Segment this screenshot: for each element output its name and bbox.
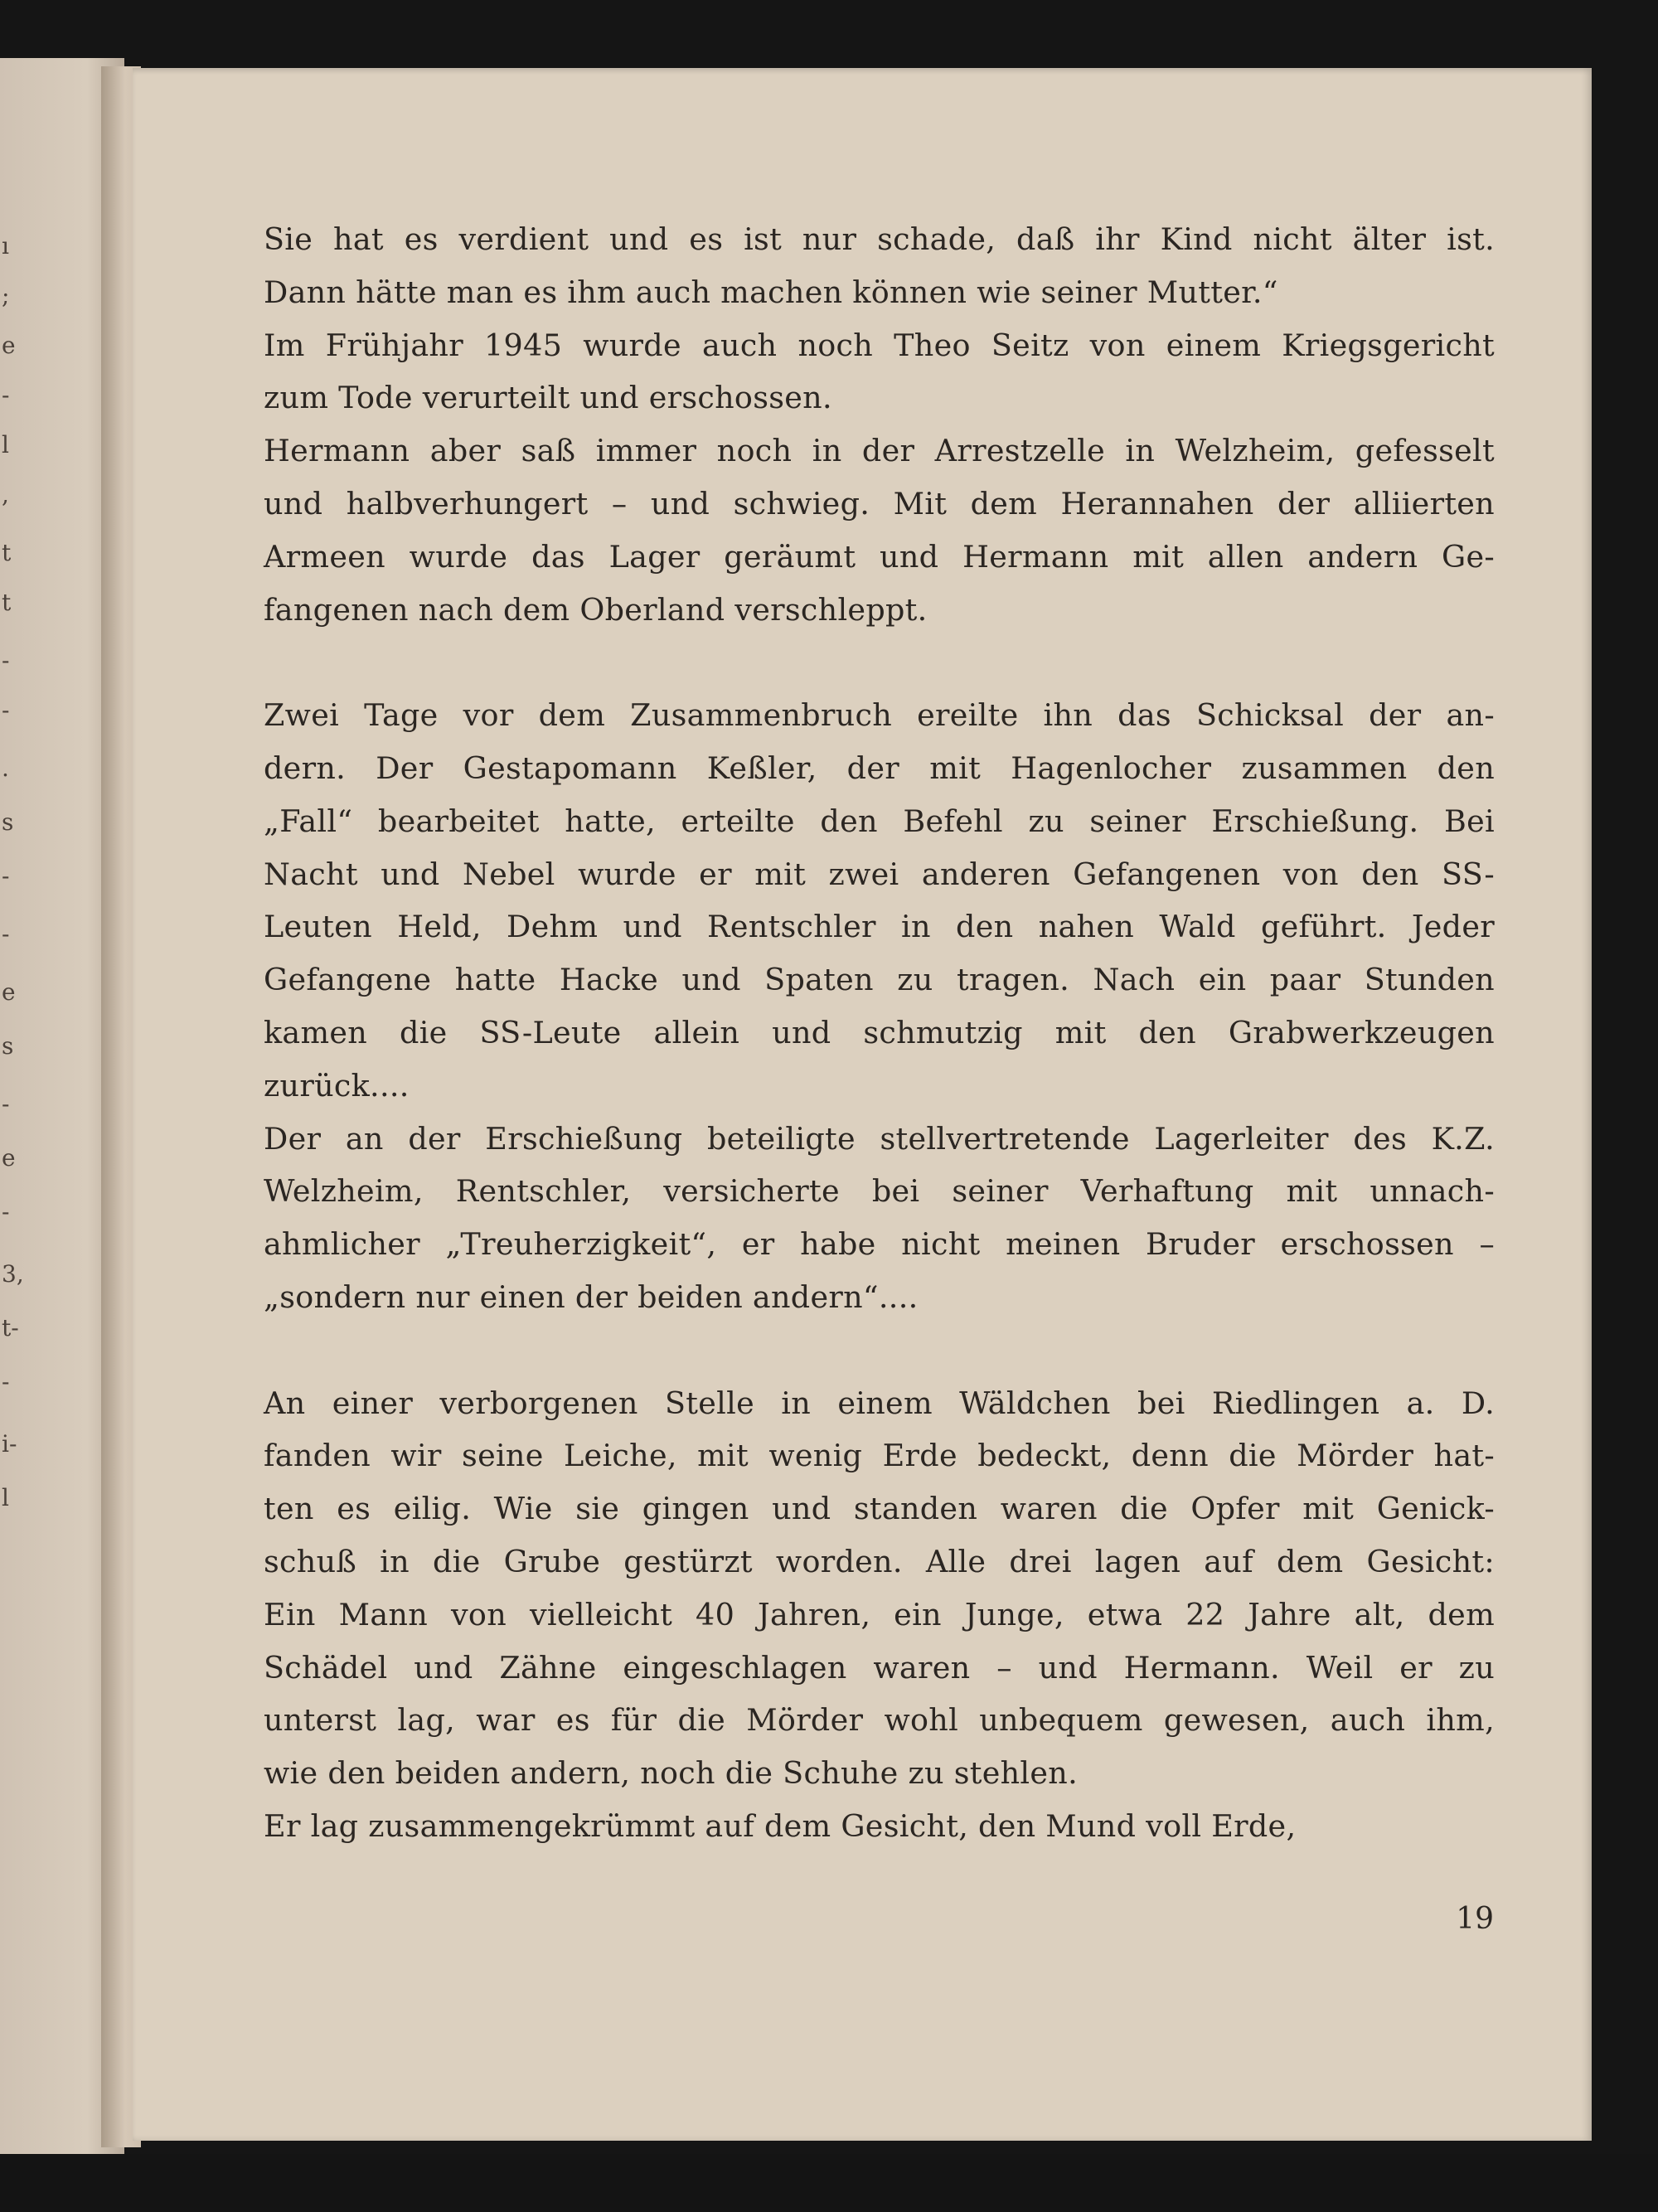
text-line: Der an der Erschießung beteiligte stellvertretende Lagerleiter des K.Z. — [264, 1120, 1495, 1157]
text-line: Schädel und Zähne eingeschlagen waren – und Hermann. Weil er zu — [264, 1649, 1495, 1686]
previous-page-fragment: 3, — [2, 1260, 24, 1288]
text-line: fangenen nach dem Oberland verschleppt. — [264, 591, 928, 628]
text-line: Im Frühjahr 1945 wurde auch noch Theo Seitz von einem Kriegsgericht — [264, 327, 1495, 363]
previous-page-fragment: e — [2, 978, 16, 1006]
paragraph — [264, 319, 1495, 425]
text-line: zurück.... — [264, 1067, 410, 1104]
previous-page-fragment: - — [2, 696, 10, 724]
previous-page-fragment: - — [2, 920, 10, 948]
text-line: „sondern nur einen der beiden andern“.... — [264, 1278, 919, 1315]
paragraph — [264, 1377, 1495, 1800]
previous-page-fragment: t — [2, 589, 12, 616]
text-line: Hermann aber saß immer noch in der Arrestzelle in Welzheim, gefesselt — [264, 433, 1495, 469]
text-line: ten es eilig. Wie sie gingen und standen waren die Opfer mit Genick- — [264, 1491, 1495, 1527]
previous-page-fragment: - — [2, 862, 10, 890]
previous-page-fragment: l — [2, 431, 9, 458]
text-line: dern. Der Gestapomann Keßler, der mit Hagenlocher zusammen den — [264, 749, 1495, 786]
text-line: Welzheim, Rentschler, versicherte bei seiner Verhaftung mit unnach- — [264, 1173, 1495, 1210]
text-line: Sie hat es verdient und es ist nur schade, daß ihr Kind nicht älter ist. — [264, 221, 1495, 257]
previous-page-fragment: s — [2, 808, 14, 836]
previous-page-fragment: l — [2, 1484, 9, 1511]
previous-page-fragment: e — [2, 1144, 16, 1171]
paragraph — [264, 1113, 1495, 1324]
text-line: Er lag zusammengekrümmt auf dem Gesicht, den Mund voll Erde, — [264, 1807, 1297, 1844]
page-number: 19 — [1456, 1902, 1494, 1936]
text-line: Gefangene hatte Hacke und Spaten zu tragen. Nach ein paar Stunden — [264, 962, 1495, 998]
previous-page-fragment: t — [2, 539, 12, 566]
page-body-text — [264, 213, 1495, 1853]
text-line: kamen die SS-Leute allein und schmutzig mit den Grabwerkzeugen — [264, 1014, 1495, 1050]
text-line: zum Tode verurteilt und erschossen. — [264, 380, 832, 416]
previous-page-text-fragments — [0, 58, 25, 2156]
previous-page-fragment: ı — [2, 232, 9, 260]
previous-page-fragment: s — [2, 1032, 14, 1060]
previous-page-fragment: . — [2, 754, 9, 782]
text-line: An einer verborgenen Stelle in einem Wäldchen bei Riedlingen a. D. — [264, 1385, 1495, 1421]
text-line: Nacht und Nebel wurde er mit zwei anderen Gefangenen von den SS- — [264, 856, 1495, 892]
previous-page-fragment: ; — [2, 282, 10, 309]
text-line: schuß in die Grube gestürzt worden. Alle drei lagen auf dem Gesicht: — [264, 1543, 1495, 1579]
book-page — [133, 68, 1592, 2141]
previous-page-fragment: e — [2, 332, 16, 359]
text-line: Ein Mann von vielleicht 40 Jahren, ein Junge, etwa 22 Jahre alt, dem — [264, 1596, 1495, 1632]
text-line: fanden wir seine Leiche, mit wenig Erde bedeckt, denn die Mörder hat- — [264, 1438, 1495, 1474]
text-line: und halbverhungert – und schwieg. Mit dem Herannahen der alliierten — [264, 485, 1495, 521]
text-line: unterst lag, war es für die Mörder wohl unbequem gewesen, auch ihm, — [264, 1702, 1495, 1739]
text-line: wie den beiden andern, noch die Schuhe zu stehlen. — [264, 1755, 1078, 1792]
previous-page-fragment: - — [2, 647, 10, 674]
paragraph — [264, 689, 1495, 1112]
text-line: Dann hätte man es ihm auch machen können wie seiner Mutter.“ — [264, 274, 1278, 310]
previous-page-fragment: - — [2, 1368, 10, 1395]
previous-page-fragment: i- — [2, 1430, 17, 1458]
text-line: Zwei Tage vor dem Zusammenbruch ereilte ihn das Schicksal der an- — [264, 697, 1495, 734]
previous-page-fragment: - — [2, 381, 10, 409]
previous-page-fragment: - — [2, 1090, 10, 1118]
previous-page-fragment: , — [2, 481, 9, 508]
previous-page-fragment: t- — [2, 1314, 19, 1341]
text-line: ahmlicher „Treuherzigkeit“, er habe nicht meinen Bruder erschossen – — [264, 1226, 1495, 1263]
paragraph — [264, 1800, 1495, 1853]
text-line: Armeen wurde das Lager geräumt und Hermann mit allen andern Ge- — [264, 538, 1495, 575]
text-line: Leuten Held, Dehm und Rentschler in den nahen Wald geführt. Jeder — [264, 909, 1495, 945]
previous-page-fragment: - — [2, 1198, 10, 1225]
text-line: „Fall“ bearbeitet hatte, erteilte den Befehl zu seiner Erschießung. Bei — [264, 803, 1495, 839]
scan-background — [0, 2154, 1658, 2212]
paragraph — [264, 213, 1495, 319]
paragraph — [264, 424, 1495, 636]
